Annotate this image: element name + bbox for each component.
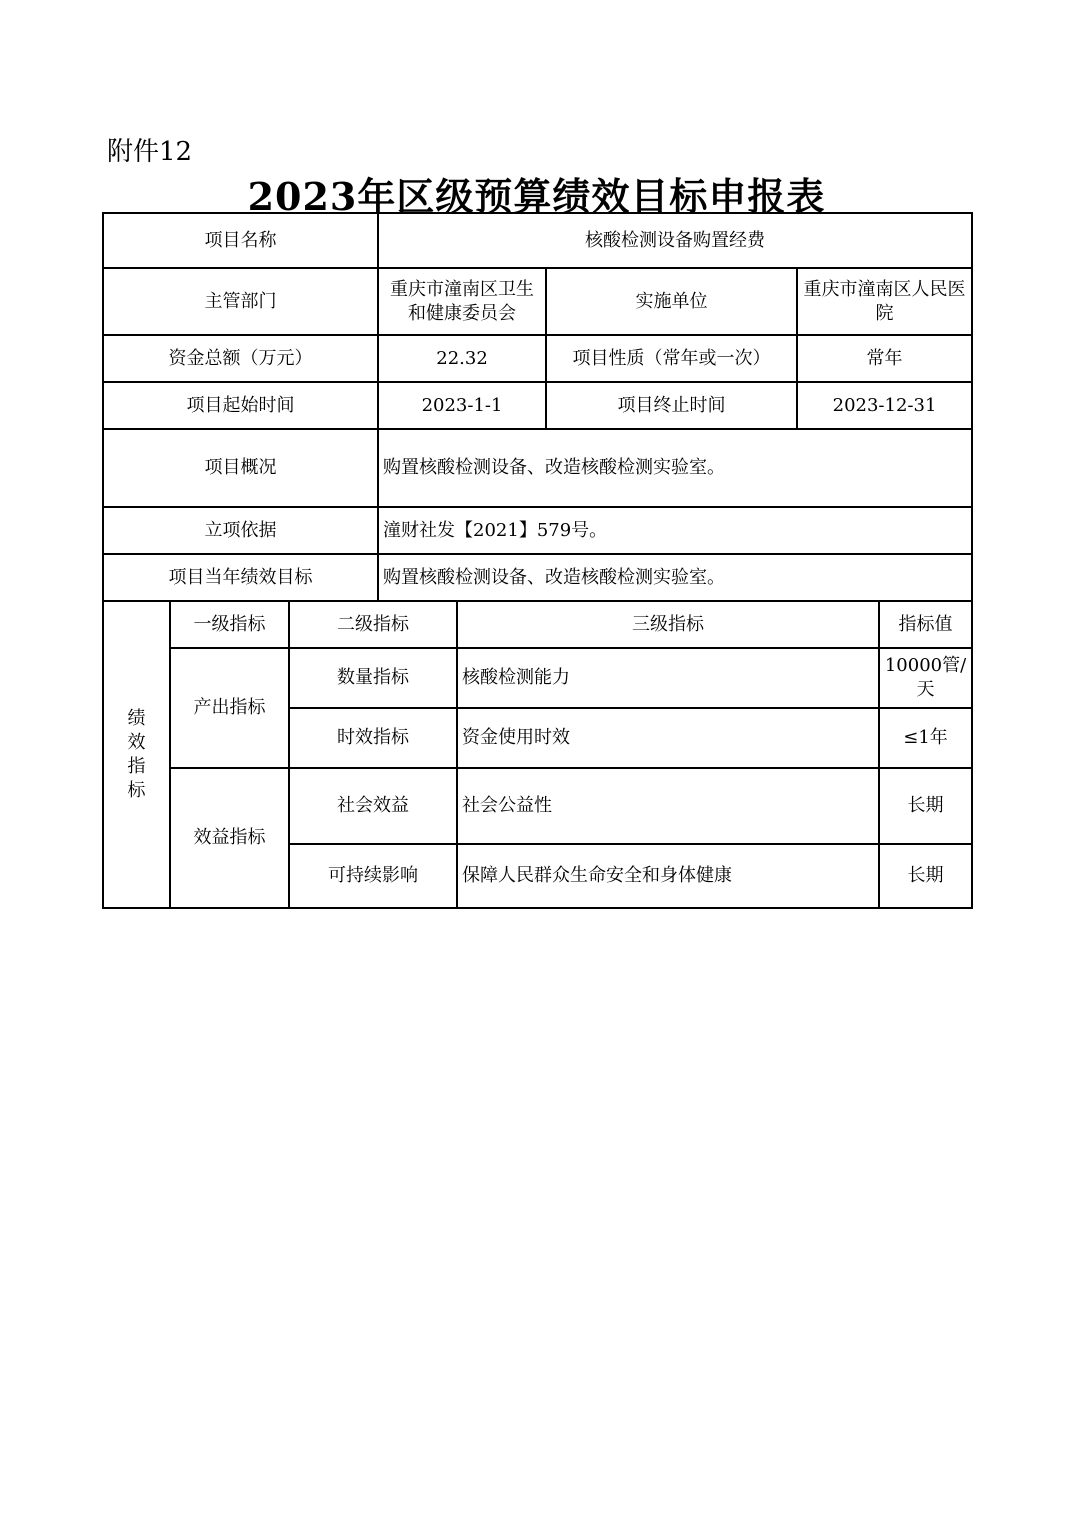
nature-value: 常年 [797,335,972,382]
overview-value: 购置核酸检测设备、改造核酸检测实验室。 [378,429,972,507]
row-fund [103,335,972,382]
basis-value: 潼财社发【2021】579号。 [378,507,972,554]
dept-value: 重庆市潼南区卫生和健康委员会 [378,268,546,335]
fund-value: 22.32 [378,335,546,382]
level2-cell: 数量指标 [289,648,457,708]
nature-label: 项目性质（常年或一次） [546,335,797,382]
overview-label: 项目概况 [103,429,378,507]
col-level3-header: 三级指标 [457,601,879,648]
end-value: 2023-12-31 [797,382,972,429]
level3-cell: 社会公益性 [457,768,879,844]
goal-label: 项目当年绩效目标 [103,554,378,601]
table-row [103,648,972,708]
start-label: 项目起始时间 [103,382,378,429]
basis-label: 立项依据 [103,507,378,554]
budget-goal-table [102,212,973,909]
fund-label: 资金总额（万元） [103,335,378,382]
project-name-label: 项目名称 [103,213,378,268]
end-label: 项目终止时间 [546,382,797,429]
value-cell: ≤1年 [879,708,972,768]
value-cell: 10000管/天 [879,648,972,708]
row-project-name [103,213,972,268]
col-value-header: 指标值 [879,601,972,648]
col-level1-header: 一级指标 [170,601,289,648]
value-cell: 长期 [879,768,972,844]
row-goal [103,554,972,601]
level2-cell: 社会效益 [289,768,457,844]
row-time [103,382,972,429]
dept-label: 主管部门 [103,268,378,335]
page-title: 2023年区级预算绩效目标申报表 [247,174,826,219]
level3-cell: 资金使用时效 [457,708,879,768]
row-overview [103,429,972,507]
row-department [103,268,972,335]
level1-cell: 产出指标 [170,648,289,768]
level3-cell: 核酸检测能力 [457,648,879,708]
level1-cell: 效益指标 [170,768,289,908]
level3-cell: 保障人民群众生命安全和身体健康 [457,844,879,908]
value-cell: 长期 [879,844,972,908]
attachment-label: 附件12 [107,137,193,167]
start-value: 2023-1-1 [378,382,546,429]
indicator-section-label: 绩效指标 [103,601,170,908]
row-indicator-header [103,601,972,648]
table-row [103,768,972,844]
project-name-value: 核酸检测设备购置经费 [378,213,972,268]
goal-value: 购置核酸检测设备、改造核酸检测实验室。 [378,554,972,601]
level2-cell: 时效指标 [289,708,457,768]
col-level2-header: 二级指标 [289,601,457,648]
impl-value: 重庆市潼南区人民医院 [797,268,972,335]
row-basis [103,507,972,554]
impl-label: 实施单位 [546,268,797,335]
level2-cell: 可持续影响 [289,844,457,908]
